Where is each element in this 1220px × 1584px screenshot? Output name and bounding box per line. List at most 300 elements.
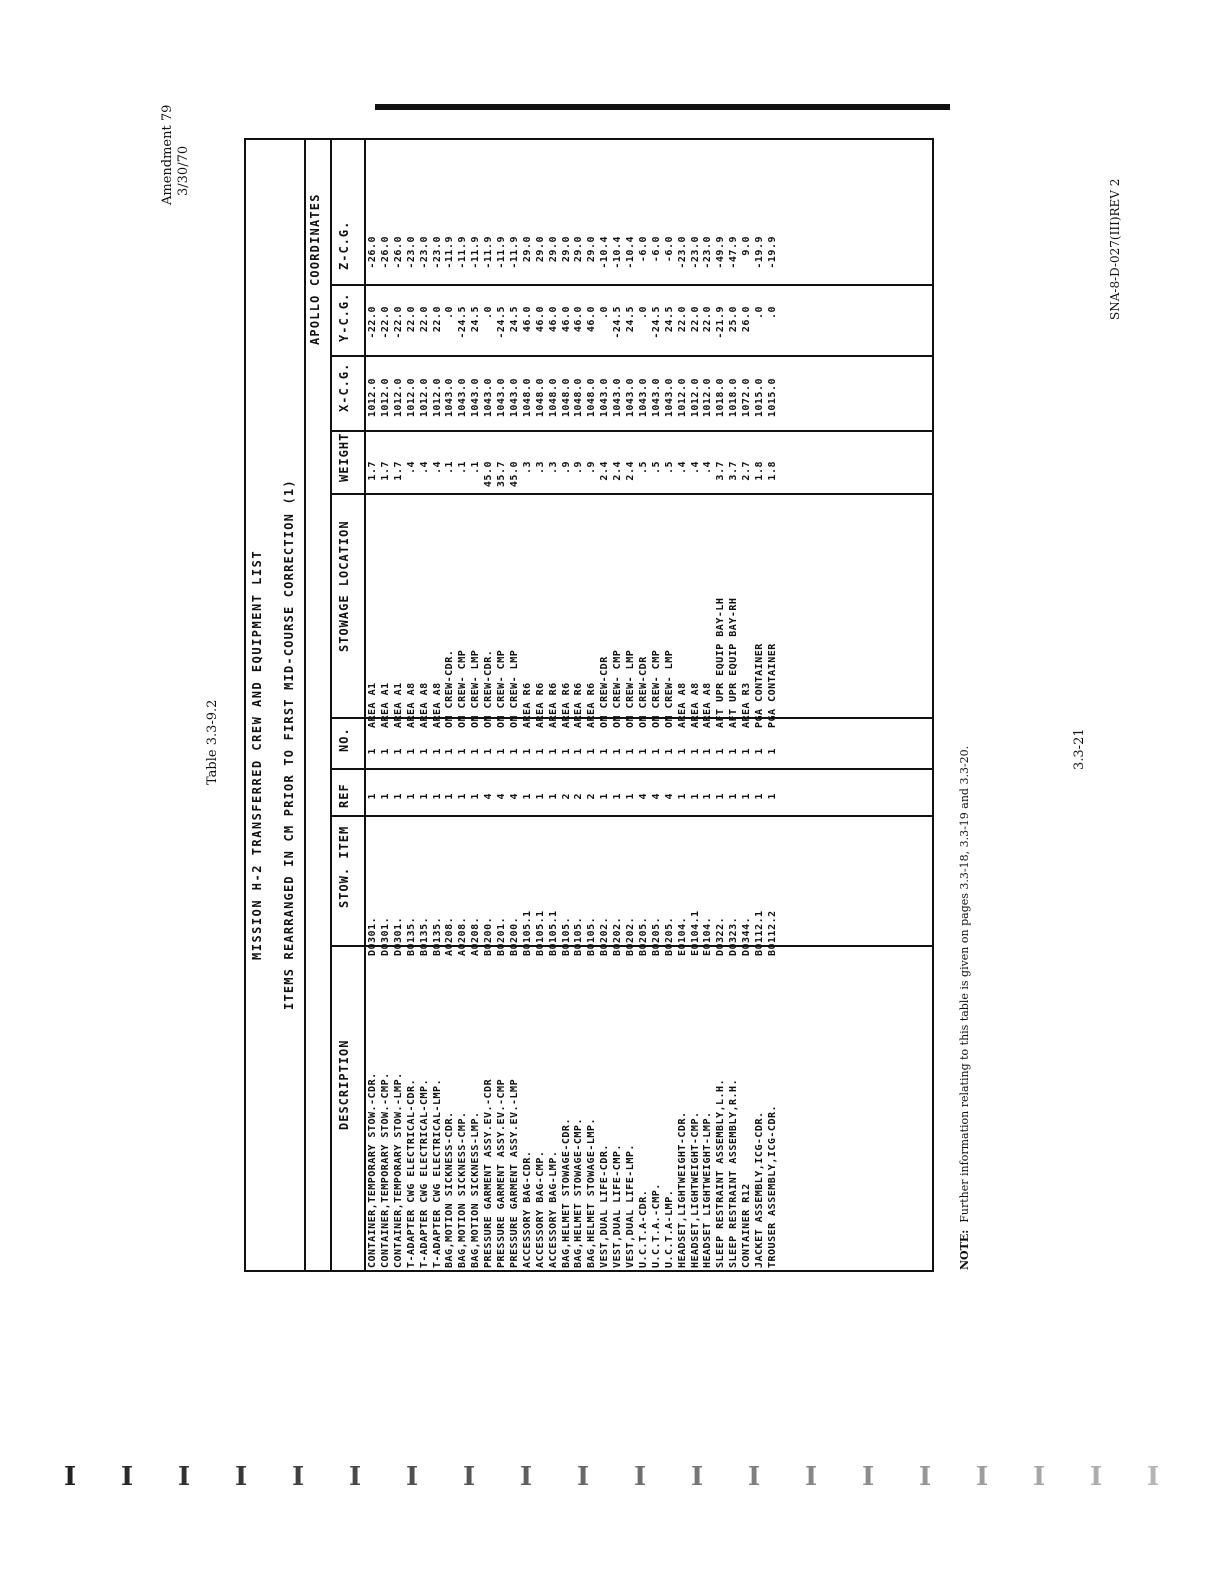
cell-x-cg: 1015.0 (766, 378, 778, 418)
cell-no: 1 (573, 748, 585, 755)
cell-x-cg: 1012.0 (392, 378, 404, 418)
cell-description: PRESSURE GARMENT ASSY.EV.-LMP (508, 1078, 520, 1268)
cell-stow-item: B0105.1 (547, 910, 559, 956)
table-row (379, 228, 392, 1268)
film-mark: I (178, 1462, 191, 1492)
cell-z-cg: -19.9 (754, 236, 765, 269)
cell-no: 1 (599, 748, 611, 755)
cell-stow-item: B0112.1 (754, 910, 765, 956)
cell-stow-item: D0322. (715, 916, 727, 956)
cell-description: VEST,DUAL LIFE-CDR. (599, 1144, 611, 1268)
cell-no: 1 (534, 748, 546, 755)
cell-z-cg: 29.0 (560, 236, 572, 263)
cell-weight: .1 (444, 461, 456, 475)
table-body (366, 236, 926, 1268)
cell-description: JACKET ASSEMBLY,ICG-CDR. (754, 1111, 765, 1268)
cell-ref: 1 (405, 793, 417, 800)
film-mark: I (463, 1462, 476, 1492)
cell-stow-item: B0202. (625, 916, 636, 956)
cell-weight: 1.7 (379, 461, 391, 481)
cell-z-cg: -6.0 (637, 236, 649, 263)
cell-z-cg: -47.9 (728, 236, 740, 269)
cell-ref: 4 (650, 793, 662, 800)
cell-description: ACCESSORY BAG-CMP. (534, 1150, 546, 1268)
cell-z-cg: -26.0 (367, 236, 378, 269)
film-mark: I (976, 1462, 989, 1492)
film-mark: I (406, 1462, 419, 1492)
cell-stow-item: B0205. (663, 916, 675, 956)
cell-ref: 4 (496, 793, 507, 800)
cell-description: BAG,HELMET STOWAGE-CMP. (573, 1118, 585, 1268)
cell-x-cg: 1018.0 (715, 378, 727, 418)
cell-weight: .1 (470, 461, 482, 475)
table-row (727, 228, 740, 1268)
cell-z-cg: -11.9 (457, 236, 469, 269)
cell-location: ON CREW-CDR. (483, 649, 495, 728)
table-row (482, 228, 495, 1268)
cell-location: ON CREW- LMP (508, 649, 520, 728)
cell-weight: 1.7 (392, 461, 404, 481)
cell-weight: 1.8 (754, 461, 765, 481)
cell-ref: 1 (367, 793, 378, 800)
cell-location: AREA A8 (702, 682, 714, 728)
table-row (405, 228, 418, 1268)
cell-location: AREA A8 (431, 682, 443, 728)
cell-stow-item: E0104.1 (689, 910, 701, 956)
cell-description: U.C.T.A.-CMP. (650, 1183, 662, 1268)
cell-no: 1 (766, 748, 778, 755)
cell-x-cg: 1043.0 (625, 378, 636, 418)
cell-weight: .9 (573, 461, 585, 475)
cell-x-cg: 1043.0 (508, 378, 520, 418)
cell-no: 1 (547, 748, 559, 755)
cell-stow-item: B0105. (586, 916, 598, 956)
film-mark: I (748, 1462, 761, 1492)
cell-description: BAG,HELMET STOWAGE-CDR. (560, 1118, 572, 1268)
cell-stow-item: B0135. (418, 916, 430, 956)
cell-x-cg: 1043.0 (483, 378, 495, 418)
col-description: DESCRIPTION (337, 1039, 351, 1130)
cell-weight: 2.4 (625, 461, 636, 481)
cell-location: PGA CONTAINER (754, 643, 765, 728)
cell-z-cg: 29.0 (573, 236, 585, 263)
cell-ref: 4 (637, 793, 649, 800)
cell-z-cg: -10.4 (612, 236, 624, 269)
cell-description: U.C.T.A-CDR. (637, 1189, 649, 1268)
cell-description: T-ADAPTER CWG ELECTRICAL-LMP. (431, 1078, 443, 1268)
cell-location: ON CREW- CMP (612, 649, 624, 728)
coords-label: APOLLO COORDINATES (308, 193, 322, 345)
cell-ref: 1 (431, 793, 443, 800)
cell-no: 1 (444, 748, 456, 755)
cell-no: 1 (689, 748, 701, 755)
cell-ref: 1 (612, 793, 624, 800)
cell-y-cg: -21.9 (715, 306, 727, 339)
cell-no: 1 (702, 748, 714, 755)
cell-y-cg: -24.5 (650, 306, 662, 339)
cell-stow-item: B0200. (483, 916, 495, 956)
cell-z-cg: -49.9 (715, 236, 727, 269)
cell-x-cg: 1043.0 (599, 378, 611, 418)
page-number: 3.3-21 (1072, 728, 1087, 770)
cell-y-cg: .0 (637, 306, 649, 320)
table-row (508, 228, 521, 1268)
cell-no: 1 (637, 748, 649, 755)
cell-x-cg: 1048.0 (560, 378, 572, 418)
cell-location: AREA A1 (379, 682, 391, 728)
cell-x-cg: 1012.0 (418, 378, 430, 418)
cell-y-cg: 46.0 (534, 306, 546, 333)
cell-description: BAG,MOTION SICKNESS-CMP. (457, 1111, 469, 1268)
cell-ref: 1 (625, 793, 636, 800)
cell-weight: .4 (676, 461, 688, 475)
cell-x-cg: 1043.0 (637, 378, 649, 418)
table-row (637, 228, 650, 1268)
table-row (521, 228, 534, 1268)
cell-no: 1 (650, 748, 662, 755)
cell-ref: 2 (560, 793, 572, 800)
cell-no: 1 (470, 748, 482, 755)
table-row (585, 228, 598, 1268)
cell-weight: 1.8 (766, 461, 778, 481)
cell-x-cg: 1043.0 (457, 378, 469, 418)
cell-x-cg: 1043.0 (496, 378, 507, 418)
film-mark: I (862, 1462, 875, 1492)
cell-ref: 4 (483, 793, 495, 800)
cell-weight: 45.0 (483, 461, 495, 488)
cell-ref: 1 (599, 793, 611, 800)
cell-weight: .3 (534, 461, 546, 475)
cell-description: ACCESSORY BAG-LMP. (547, 1150, 559, 1268)
cell-ref: 1 (715, 793, 727, 800)
cell-y-cg: -24.5 (457, 306, 469, 339)
table-row (560, 228, 573, 1268)
cell-stow-item: D0301. (367, 916, 378, 956)
film-mark: I (349, 1462, 362, 1492)
cell-ref: 1 (676, 793, 688, 800)
film-mark: I (121, 1462, 134, 1492)
table-row (676, 228, 689, 1268)
cell-ref: 1 (741, 793, 753, 800)
cell-location: AREA A8 (418, 682, 430, 728)
cell-stow-item: B0200. (508, 916, 520, 956)
cell-z-cg: -23.0 (405, 236, 417, 269)
cell-z-cg: -23.0 (689, 236, 701, 269)
cell-ref: 4 (508, 793, 520, 800)
cell-stow-item: B0205. (650, 916, 662, 956)
col-location: STOWAGE LOCATION (337, 520, 351, 652)
table-row (495, 228, 508, 1268)
cell-x-cg: 1048.0 (547, 378, 559, 418)
cell-description: CONTAINER R12 (741, 1183, 753, 1268)
cell-stow-item: B0105. (560, 916, 572, 956)
table-row (663, 228, 676, 1268)
cell-z-cg: -26.0 (379, 236, 391, 269)
cell-location: ON CREW- CMP (457, 649, 469, 728)
cell-description: BAG,MOTION SICKNESS-LMP. (470, 1111, 482, 1268)
cell-description: T-ADAPTER CWG ELECTRICAL-CDR. (405, 1078, 417, 1268)
table-ref: Table 3.3-9.2 (205, 699, 220, 785)
cell-x-cg: 1043.0 (444, 378, 456, 418)
cell-z-cg: 29.0 (534, 236, 546, 263)
cell-stow-item: D0301. (392, 916, 404, 956)
table-row (547, 228, 560, 1268)
cell-location: AREA R6 (560, 682, 572, 728)
film-mark: I (1147, 1462, 1160, 1492)
cell-description: PRESSURE GARMENT ASSY.EV.-CMP (496, 1078, 507, 1268)
cell-weight: .4 (431, 461, 443, 475)
cell-z-cg: -23.0 (431, 236, 443, 269)
table-row (650, 228, 663, 1268)
cell-weight: .4 (702, 461, 714, 475)
cell-y-cg: 46.0 (573, 306, 585, 333)
table-row (766, 228, 779, 1268)
film-mark: I (691, 1462, 704, 1492)
cell-z-cg: -11.9 (470, 236, 482, 269)
cell-stow-item: E0104. (702, 916, 714, 956)
cell-description: CONTAINER,TEMPORARY STOW.-CMP. (379, 1072, 391, 1268)
cell-no: 1 (508, 748, 520, 755)
cell-y-cg: .0 (766, 306, 778, 320)
cell-y-cg: 22.0 (689, 306, 701, 333)
cell-x-cg: 1048.0 (573, 378, 585, 418)
cell-ref: 1 (534, 793, 546, 800)
col-y-cg: Y-C.G. (337, 292, 351, 342)
cell-x-cg: 1012.0 (367, 378, 378, 418)
cell-y-cg: .0 (483, 306, 495, 320)
cell-x-cg: 1012.0 (702, 378, 714, 418)
cell-z-cg: -11.9 (444, 236, 456, 269)
cell-y-cg: -22.0 (367, 306, 378, 339)
cell-stow-item: B0105.1 (521, 910, 533, 956)
cell-location: ON CREW- LMP (663, 649, 675, 728)
cell-z-cg: -19.9 (766, 236, 778, 269)
cell-ref: 1 (728, 793, 740, 800)
cell-no: 1 (754, 748, 765, 755)
cell-description: BAG,HELMET STOWAGE-LMP. (586, 1118, 598, 1268)
cell-x-cg: 1018.0 (728, 378, 740, 418)
cell-x-cg: 1012.0 (689, 378, 701, 418)
cell-no: 1 (676, 748, 688, 755)
cell-weight: .5 (637, 461, 649, 475)
cell-stow-item: B0105. (573, 916, 585, 956)
cell-z-cg: 9.0 (741, 236, 753, 256)
cell-stow-item: D0344. (741, 916, 753, 956)
cell-weight: .5 (650, 461, 662, 475)
cell-no: 1 (625, 748, 636, 755)
cell-no: 1 (715, 748, 727, 755)
cell-y-cg: 24.5 (663, 306, 675, 333)
cell-description: TROUSER ASSEMBLY,ICG-CDR. (766, 1104, 778, 1268)
cell-no: 1 (521, 748, 533, 755)
cell-z-cg: -11.9 (496, 236, 507, 269)
cell-no: 1 (483, 748, 495, 755)
cell-no: 1 (560, 748, 572, 755)
cell-weight: 2.7 (741, 461, 753, 481)
cell-z-cg: -6.0 (650, 236, 662, 263)
cell-location: ON CREW-CDR (637, 656, 649, 728)
table-row (714, 228, 727, 1268)
col-no: NO. (337, 727, 351, 752)
cell-y-cg: 22.0 (431, 306, 443, 333)
cell-no: 1 (663, 748, 675, 755)
film-mark: I (64, 1462, 77, 1492)
cell-stow-item: D0323. (728, 916, 740, 956)
cell-y-cg: -24.5 (612, 306, 624, 339)
cell-y-cg: 24.5 (470, 306, 482, 333)
cell-stow-item: B0201. (496, 916, 507, 956)
cell-ref: 1 (470, 793, 482, 800)
cell-stow-item: D0301. (379, 916, 391, 956)
cell-description: PRESSURE GARMENT ASSY.EV.-CDR (483, 1078, 495, 1268)
cell-y-cg: 25.0 (728, 306, 740, 333)
cell-weight: 2.4 (599, 461, 611, 481)
cell-location: AREA R6 (586, 682, 598, 728)
table-row (443, 228, 456, 1268)
cell-x-cg: 1012.0 (431, 378, 443, 418)
cell-description: U.C.T.A-LMP. (663, 1189, 675, 1268)
film-mark: I (520, 1462, 533, 1492)
cell-description: CONTAINER,TEMPORARY STOW.-CDR. (367, 1072, 378, 1268)
cell-weight: 45.0 (508, 461, 520, 488)
cell-x-cg: 1072.0 (741, 378, 753, 418)
film-mark: I (1090, 1462, 1103, 1492)
note-text: Further information relating to this table is given on pages 3.3-18, 3.3-19 and 3.3-20. (958, 745, 971, 1223)
table-row (740, 228, 753, 1268)
cell-description: ACCESSORY BAG-CDR. (521, 1150, 533, 1268)
film-mark: I (292, 1462, 305, 1492)
cell-no: 1 (431, 748, 443, 755)
cell-location: AFT UPR EQUIP BAY-RH (728, 597, 740, 728)
cell-location: ON CREW- CMP (650, 649, 662, 728)
table-note (958, 746, 971, 1270)
cell-y-cg: 22.0 (418, 306, 430, 333)
cell-location: ON CREW- LMP (625, 649, 636, 728)
film-mark: I (919, 1462, 932, 1492)
cell-description: VEST,DUAL LIFE-CMP. (612, 1144, 624, 1268)
film-mark: I (1033, 1462, 1046, 1492)
cell-z-cg: -6.0 (663, 236, 675, 263)
table-row (534, 228, 547, 1268)
cell-location: AFT UPR EQUIP BAY-LH (715, 597, 727, 728)
cell-weight: 3.7 (728, 461, 740, 481)
cell-description: HEADSET,LIGHTWEIGHT-CDR. (676, 1111, 688, 1268)
cell-stow-item: B0202. (612, 916, 624, 956)
cell-y-cg: .0 (599, 306, 611, 320)
cell-location: ON CREW- CMP (496, 649, 507, 728)
film-mark: I (577, 1462, 590, 1492)
table-title: MISSION H-2 TRANSFERRED CREW AND EQUIPMENT LIST (250, 549, 264, 960)
cell-description: SLEEP RESTRAINT ASSEMBLY,L.H. (715, 1078, 727, 1268)
cell-ref: 1 (418, 793, 430, 800)
cell-location: AREA R6 (547, 682, 559, 728)
amendment-date: 3/30/70 (176, 145, 191, 196)
col-weight: WEIGHT (337, 432, 351, 482)
cell-description: VEST,DUAL LIFE-LMP. (625, 1144, 636, 1268)
cell-ref: 1 (754, 793, 765, 800)
cell-y-cg: 46.0 (586, 306, 598, 333)
table-row (469, 228, 482, 1268)
cell-description: HEADSET,LIGHTWEIGHT-CMP. (689, 1111, 701, 1268)
cell-description: BAG,MOTION SICKNESS-CDR. (444, 1111, 456, 1268)
cell-weight: .5 (663, 461, 675, 475)
cell-weight: .4 (418, 461, 430, 475)
cell-y-cg: -24.5 (496, 306, 507, 339)
cell-z-cg: 29.0 (547, 236, 559, 263)
col-x-cg: X-C.G. (337, 362, 351, 412)
cell-ref: 2 (573, 793, 585, 800)
table-row (431, 228, 444, 1268)
col-stow-item: STOW. ITEM (337, 825, 351, 908)
film-mark: I (235, 1462, 248, 1492)
table-subtitle: ITEMS REARRANGED IN CM PRIOR TO FIRST MID-COURSE CORRECTION (1) (282, 479, 296, 1010)
cell-stow-item: A0208. (444, 916, 456, 956)
cell-x-cg: 1043.0 (612, 378, 624, 418)
cell-no: 1 (728, 748, 740, 755)
cell-location: AREA R6 (573, 682, 585, 728)
cell-y-cg: -22.0 (392, 306, 404, 339)
note-label: NOTE: (958, 1229, 971, 1270)
subtitle-divider (330, 140, 332, 1270)
cell-x-cg: 1048.0 (534, 378, 546, 418)
cell-y-cg: 22.0 (676, 306, 688, 333)
table-row (598, 228, 611, 1268)
cell-stow-item: B0135. (431, 916, 443, 956)
cell-y-cg: 46.0 (560, 306, 572, 333)
table-row (456, 228, 469, 1268)
cell-z-cg: -23.0 (418, 236, 430, 269)
cell-no: 1 (405, 748, 417, 755)
cell-x-cg: 1043.0 (470, 378, 482, 418)
cell-ref: 1 (379, 793, 391, 800)
cell-weight: .3 (521, 461, 533, 475)
cell-location: AREA R6 (534, 682, 546, 728)
cell-z-cg: -10.4 (625, 236, 636, 269)
cell-no: 1 (379, 748, 391, 755)
cell-weight: .9 (586, 461, 598, 475)
cell-ref: 1 (702, 793, 714, 800)
revision-bar (375, 104, 950, 110)
cell-stow-item: B0105.1 (534, 910, 546, 956)
cell-ref: 4 (663, 793, 675, 800)
table-row (418, 228, 431, 1268)
cell-description: CONTAINER,TEMPORARY STOW.-LMP. (392, 1072, 404, 1268)
cell-y-cg: -22.0 (379, 306, 391, 339)
cell-weight: 3.7 (715, 461, 727, 481)
table-row (392, 228, 405, 1268)
cell-location: AREA A8 (676, 682, 688, 728)
cell-y-cg: 26.0 (741, 306, 753, 333)
cell-ref: 1 (766, 793, 778, 800)
cell-no: 1 (586, 748, 598, 755)
cell-stow-item: A0208. (457, 916, 469, 956)
cell-no: 1 (457, 748, 469, 755)
cell-location: ON CREW-CDR. (444, 649, 456, 728)
cell-stow-item: B0135. (405, 916, 417, 956)
table-row (624, 228, 637, 1268)
cell-location: AREA R3 (741, 682, 753, 728)
cell-stow-item: B0205. (637, 916, 649, 956)
cell-stow-item: B0112.2 (766, 910, 778, 956)
amendment-label: Amendment 79 (160, 104, 175, 205)
cell-x-cg: 1043.0 (650, 378, 662, 418)
cell-location: AREA R6 (521, 682, 533, 728)
cell-x-cg: 1043.0 (663, 378, 675, 418)
cell-y-cg: 22.0 (702, 306, 714, 333)
cell-ref: 1 (547, 793, 559, 800)
cell-x-cg: 1012.0 (405, 378, 417, 418)
cell-location: ON CREW-CDR (599, 656, 611, 728)
